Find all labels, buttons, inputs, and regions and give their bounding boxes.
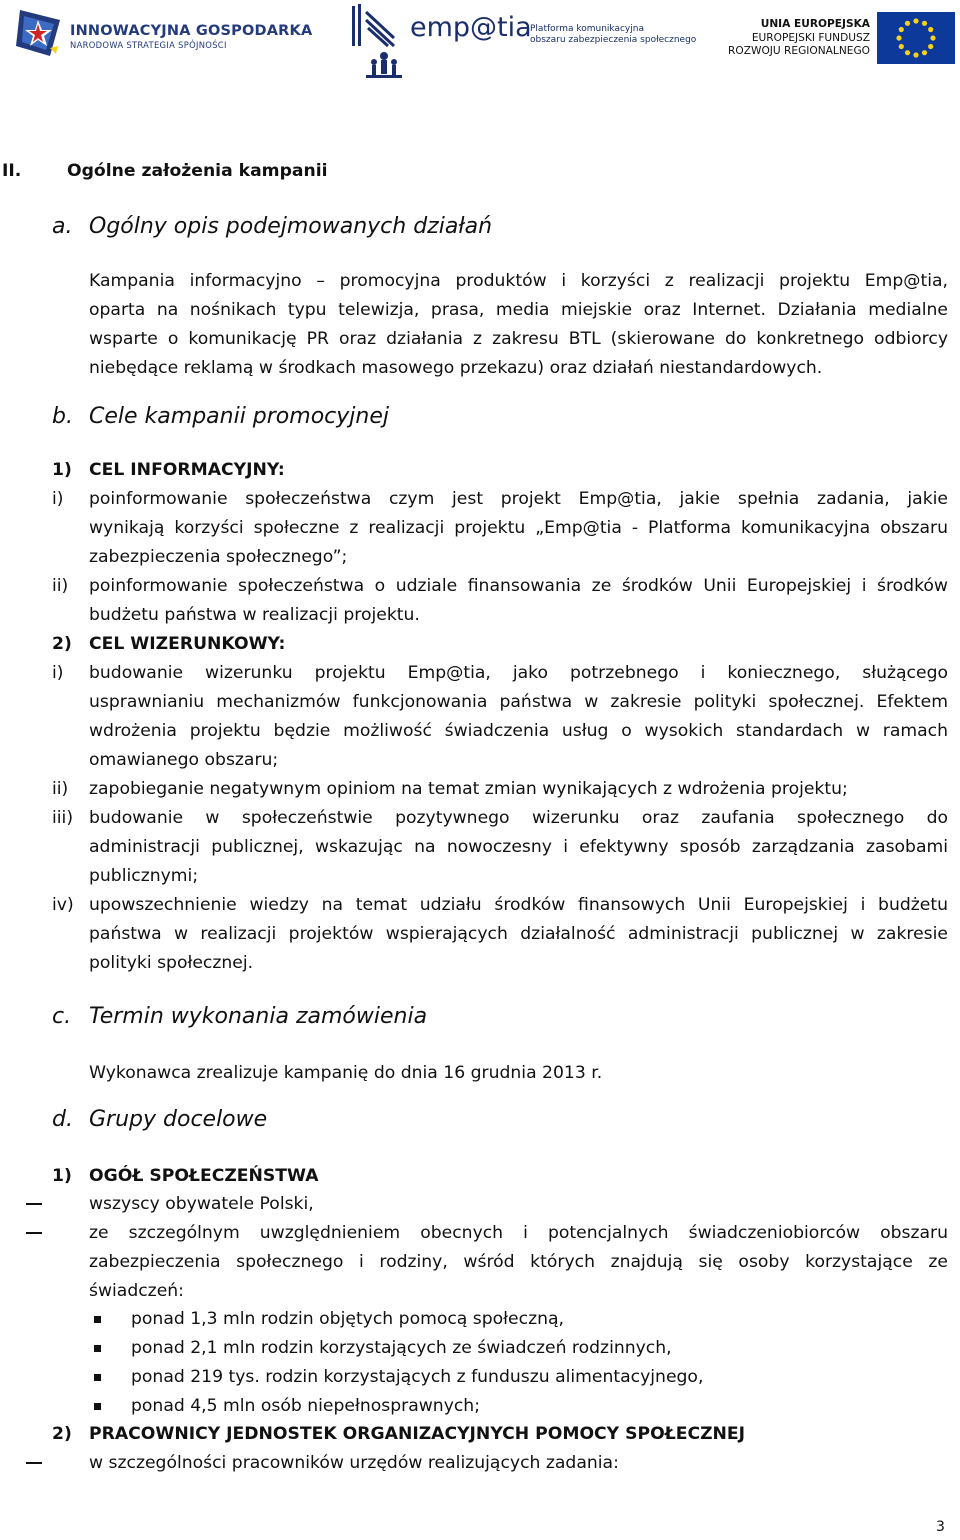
dash-item: wszyscy obywatele Polski, bbox=[89, 1194, 314, 1214]
eu-logo-line2: EUROPEJSKI FUNDUSZ bbox=[751, 32, 870, 44]
subsection-c-letter: c. bbox=[52, 1004, 72, 1029]
list-marker: iv) bbox=[52, 895, 74, 915]
list-marker: i) bbox=[52, 663, 64, 683]
list-marker: ii) bbox=[52, 779, 69, 799]
eu-logo-line1: UNIA EUROPEJSKA bbox=[760, 18, 870, 30]
dash-item-line: zabezpieczenia społecznego i rodziny, wśród których znajdują się osoby korzystające ze bbox=[89, 1252, 948, 1272]
goal-number: 2) bbox=[52, 634, 72, 654]
square-bullet-icon bbox=[94, 1403, 101, 1410]
eu-logo-line3: ROZWOJU REGIONALNEGO bbox=[728, 45, 870, 57]
subsection-b-title: Cele kampanii promocyjnej bbox=[89, 404, 389, 429]
empatia-sub-line1: Platforma komunikacyjna bbox=[530, 24, 644, 34]
dash-item-line: ze szczególnym uwzględnieniem obecnych i potencjalnych świadczeniobiorców obszaru bbox=[89, 1223, 948, 1243]
ig-logo-line2: NARODOWA STRATEGIA SPÓJNOŚCI bbox=[70, 40, 227, 50]
bullet-item: ponad 2,1 mln rodzin korzystających ze świadczeń rodzinnych, bbox=[131, 1338, 672, 1358]
paragraph-line: wsparte o komunikację PR oraz działania z zakresu BTL (skierowane do konkretnego odbiorcy bbox=[89, 329, 948, 349]
group-number: 1) bbox=[52, 1166, 72, 1186]
list-item-line: zabezpieczenia społecznego”; bbox=[89, 547, 348, 567]
list-item-line: państwa w realizacji projektów wspierających działalność administracji publicznej w zakresie bbox=[89, 924, 948, 944]
deadline-text: Wykonawca zrealizuje kampanię do dnia 16 grudnia 2013 r. bbox=[89, 1063, 603, 1083]
list-item-line: publicznymi; bbox=[89, 866, 199, 886]
paragraph-line: niebędące reklamą w środkach masowego przekazu) oraz działań niestandardowych. bbox=[89, 358, 823, 378]
list-item-line: administracji publicznej, wskazując na nowoczesny i efektywny sposób zarządzania zasobami bbox=[89, 837, 948, 857]
group-title: OGÓŁ SPOŁECZEŃSTWA bbox=[89, 1166, 319, 1186]
list-item-line: zapobieganie negatywnym opiniom na temat zmian wynikających z wdrożenia projektu; bbox=[89, 779, 848, 799]
list-item-line: poinformowanie społeczeństwa o udziale finansowania ze środków Unii Europejskiej i środków bbox=[89, 576, 948, 596]
empatia-wordmark: emp@tia bbox=[410, 12, 532, 43]
list-item-line: usprawnianiu mechanizmów funkcjonowania państwa w zakresie polityki społecznej. Efektem bbox=[89, 692, 948, 712]
goal-title: CEL INFORMACYJNY: bbox=[89, 460, 285, 480]
empatia-sub-line2: obszaru zabezpieczenia społecznego bbox=[530, 35, 697, 45]
square-bullet-icon bbox=[94, 1374, 101, 1381]
list-marker: iii) bbox=[52, 808, 74, 828]
ig-star-icon bbox=[14, 6, 64, 58]
page-number: 3 bbox=[936, 1519, 945, 1535]
dash-marker bbox=[26, 1194, 42, 1214]
paragraph-line: oparta na nośnikach typu telewizja, prasa, media miejskie oraz Internet. Działania medialne bbox=[89, 300, 948, 320]
group-title: PRACOWNICY JEDNOSTEK ORGANIZACYJNYCH POMOCY SPOŁECZNEJ bbox=[89, 1424, 746, 1444]
list-item-line: wynikają korzyści społeczne z realizacji projektu „Emp@tia - Platforma komunikacyjna obszaru bbox=[89, 518, 948, 538]
list-marker: i) bbox=[52, 489, 64, 509]
list-item-line: budowanie w społeczeństwie pozytywnego wizerunku oraz zaufania społecznego do bbox=[89, 808, 948, 828]
goal-number: 1) bbox=[52, 460, 72, 480]
list-item-line: omawianego obszaru; bbox=[89, 750, 279, 770]
list-item-line: budżetu państwa w realizacji projektu. bbox=[89, 605, 420, 625]
list-item-line: polityki społecznej. bbox=[89, 953, 254, 973]
subsection-d-letter: d. bbox=[52, 1107, 73, 1132]
list-item-line: budowanie wizerunku projektu Emp@tia, jako potrzebnego i koniecznego, służącego bbox=[89, 663, 948, 683]
list-marker: ii) bbox=[52, 576, 69, 596]
list-item-line: poinformowanie społeczeństwa czym jest projekt Emp@tia, jakie spełnia zadania, jakie bbox=[89, 489, 948, 509]
dash-marker bbox=[26, 1223, 42, 1243]
section-title: Ogólne założenia kampanii bbox=[67, 161, 328, 181]
subsection-b-letter: b. bbox=[52, 404, 73, 429]
subsection-a-title: Ogólny opis podejmowanych działań bbox=[89, 214, 493, 239]
goal-title: CEL WIZERUNKOWY: bbox=[89, 634, 286, 654]
bullet-item: ponad 219 tys. rodzin korzystających z funduszu alimentacyjnego, bbox=[131, 1367, 704, 1387]
section-number: II. bbox=[2, 161, 22, 181]
dash-item-line: świadczeń: bbox=[89, 1281, 184, 1301]
ig-logo-line1: INNOWACYJNA GOSPODARKA bbox=[70, 23, 313, 39]
dash-item: w szczególności pracowników urzędów realizujących zadania: bbox=[89, 1453, 619, 1473]
square-bullet-icon bbox=[94, 1345, 101, 1352]
bullet-item: ponad 1,3 mln rodzin objętych pomocą społeczną, bbox=[131, 1309, 564, 1329]
subsection-c-title: Termin wykonania zamówienia bbox=[89, 1004, 428, 1029]
empatia-mark-icon bbox=[348, 2, 408, 84]
group-number: 2) bbox=[52, 1424, 72, 1444]
paragraph-line: Kampania informacyjno – promocyjna produktów i korzyści z realizacji projektu Emp@tia, bbox=[89, 271, 948, 291]
subsection-d-title: Grupy docelowe bbox=[89, 1107, 268, 1132]
subsection-a-letter: a. bbox=[52, 214, 73, 239]
eu-flag-icon bbox=[877, 12, 955, 64]
list-item-line: upowszechnienie wiedzy na temat udziału środków finansowych Unii Europejskiej i budżetu bbox=[89, 895, 948, 915]
bullet-item: ponad 4,5 mln osób niepełnosprawnych; bbox=[131, 1396, 480, 1416]
dash-marker bbox=[26, 1453, 42, 1473]
square-bullet-icon bbox=[94, 1316, 101, 1323]
list-item-line: wdrożenia projektu będzie możliwość świadczenia usług o wysokich standardach w ramach bbox=[89, 721, 948, 741]
